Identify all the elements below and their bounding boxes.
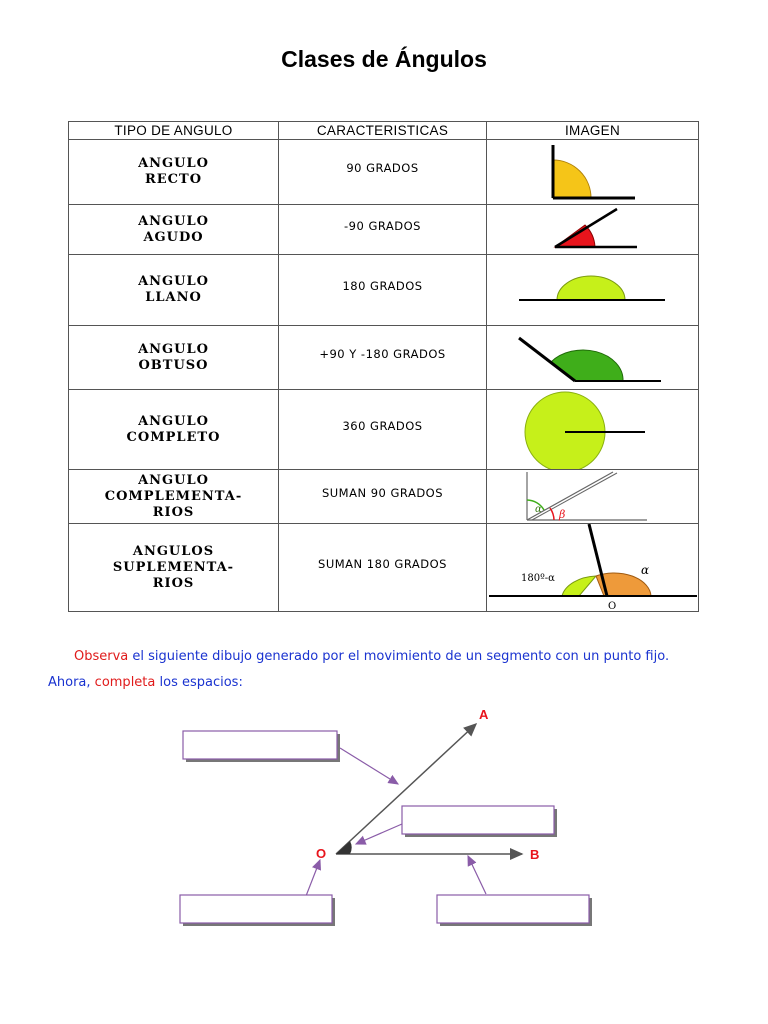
caracteristica-cell: SUMAN 90 GRADOS [279,470,487,524]
table-row [69,524,699,612]
point-b-label: B [530,847,540,862]
tipo-cell: ANGULO COMPLETO [69,390,279,470]
caracteristica-cell: SUMAN 180 GRADOS [279,524,487,612]
instruction-line-1: Observa el siguiente dibujo generado por el movimiento de un segmento con un punto fijo. [74,649,670,664]
header-caracteristicas: CARACTERISTICAS [279,122,487,140]
acute-angle-icon [487,205,699,255]
supplementary-right-label: α [641,563,650,577]
table-row [69,255,699,326]
blank-box-2[interactable] [402,806,557,837]
angle-types-table [68,121,699,612]
obtuse-angle-icon [487,326,699,390]
table-row [69,470,699,524]
pointer-arrow-1 [340,748,398,784]
caracteristica-cell: 90 GRADOS [279,140,487,205]
tipo-cell: ANGULO RECTO [69,140,279,205]
table-row [69,205,699,255]
header-tipo: TIPO DE ANGULO [69,122,279,140]
pointer-arrow-4 [468,856,486,894]
blank-box-4[interactable] [437,895,592,926]
table-row [69,390,699,470]
straight-angle-icon [487,255,699,326]
table-header-row [69,122,699,140]
supplementary-left-label: 180º-α [521,573,555,584]
full-angle-icon [487,390,699,470]
page-title: Clases de Ángulos [281,46,487,72]
tipo-cell: ANGULO LLANO [69,255,279,326]
right-angle-icon [487,140,699,205]
tipo-cell: ANGULO COMPLEMENTA- RIOS [69,470,279,524]
instruction-line-2: Ahora, completa los espacios: [48,675,243,690]
angle-diagram [170,700,610,940]
beta-label: β [559,508,566,521]
table-row [69,140,699,205]
tipo-cell: ANGULO AGUDO [69,205,279,255]
tipo-cell: ANGULO OBTUSO [69,326,279,390]
pointer-arrow-2 [356,824,402,844]
header-imagen: IMAGEN [487,122,699,140]
caracteristica-cell: +90 Y -180 GRADOS [279,326,487,390]
pointer-arrow-3 [306,860,320,896]
tipo-cell: ANGULOS SUPLEMENTA- RIOS [69,524,279,612]
table-row [69,326,699,390]
caracteristica-cell: -90 GRADOS [279,205,487,255]
supplementary-vertex-label: O [608,601,617,611]
blank-box-3[interactable] [180,895,335,926]
caracteristica-cell: 360 GRADOS [279,390,487,470]
blank-box-1[interactable] [183,731,340,762]
complementary-angles-icon [487,470,699,524]
supplementary-angles-icon [487,524,699,612]
alpha-label: α [535,504,542,515]
caracteristica-cell: 180 GRADOS [279,255,487,326]
point-o-label: O [316,846,327,861]
angle-wedge [336,841,352,854]
point-a-label: A [479,707,489,722]
